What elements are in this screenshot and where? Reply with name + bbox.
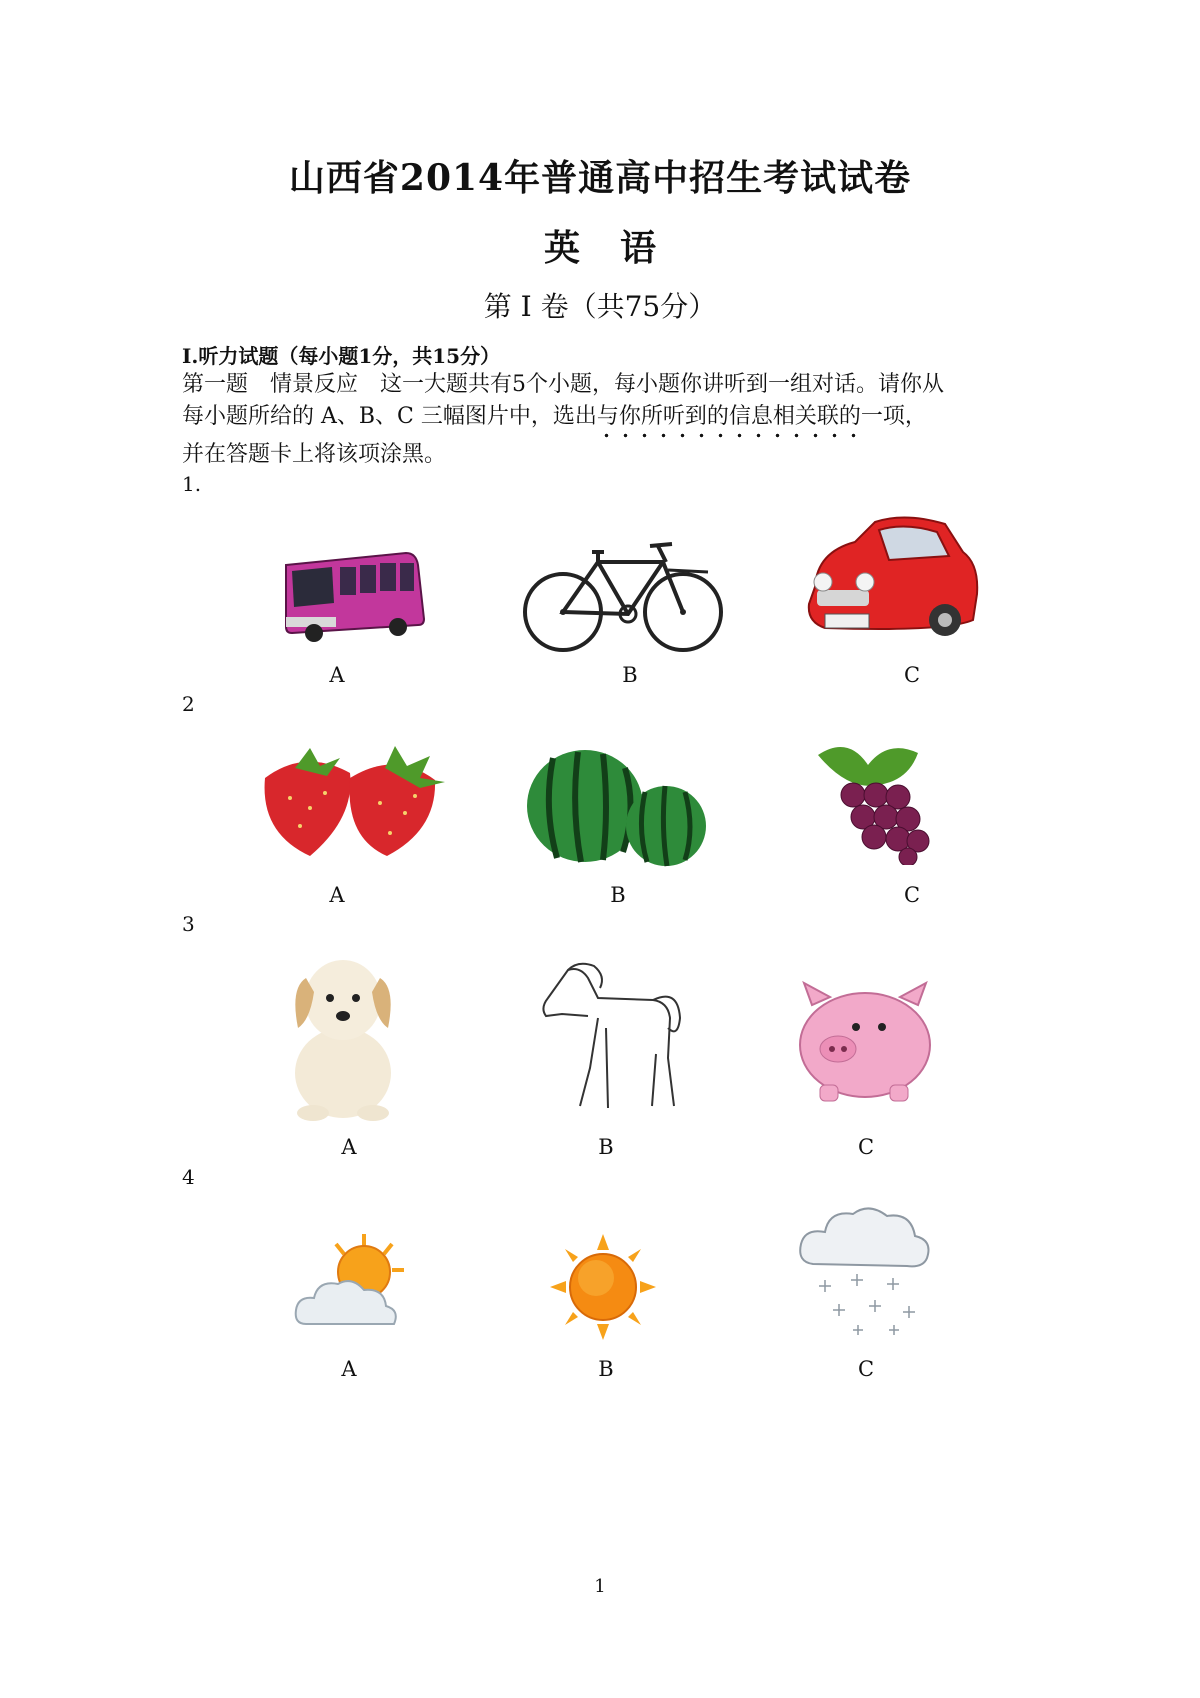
section-heading: I.听力试题（每小题1分，共15分） xyxy=(182,344,501,368)
option-label-3A: A xyxy=(341,1135,357,1159)
volume-heading: 第 I 卷（共75分） xyxy=(483,290,717,323)
option-label-3C: C xyxy=(857,1135,875,1159)
subject-char-2: 语 xyxy=(620,227,657,269)
snow-cloud-icon xyxy=(795,1200,935,1340)
option-label-4B: B xyxy=(598,1357,614,1381)
option-label-2C: C xyxy=(903,883,921,907)
watermelon-icon xyxy=(523,748,708,868)
bus-icon xyxy=(278,545,428,645)
exam-title: 山西省2014年普通高中招生考试试卷 xyxy=(288,157,912,199)
page-number: 1 xyxy=(594,1576,606,1597)
horse-icon xyxy=(528,958,688,1116)
option-label-1B: B xyxy=(622,663,638,687)
question-number-2: 2 xyxy=(182,692,195,716)
option-label-1C: C xyxy=(903,663,921,687)
grapes-icon xyxy=(808,735,948,865)
option-label-4C: C xyxy=(857,1357,875,1381)
emphasis-dotted-text: 与你所听到的信息相关联的 xyxy=(597,404,861,439)
option-label-2B: B xyxy=(610,883,626,907)
pig-icon xyxy=(790,975,940,1105)
sun-cloud-icon xyxy=(292,1230,412,1340)
option-label-2A: A xyxy=(329,883,345,907)
option-label-4A: A xyxy=(341,1357,357,1381)
instruction-line-3: 并在答题卡上将该项涂黑。 xyxy=(182,442,447,467)
instruction-line-1: 第一题 情景反应 这一大题共有5个小题，每小题你讲听到一组对话。请你从 xyxy=(182,372,944,397)
instruction-line-2 xyxy=(182,400,927,434)
dog-icon xyxy=(268,948,418,1123)
sun-icon xyxy=(548,1232,658,1342)
instruction-line-2-end: 一项， xyxy=(860,404,927,429)
question-number-1: 1. xyxy=(182,472,202,496)
subject-title xyxy=(0,220,1200,271)
bicycle-icon xyxy=(518,532,728,657)
option-label-1A: A xyxy=(329,663,345,687)
question-number-3: 3 xyxy=(182,912,195,936)
strawberry-icon xyxy=(255,738,450,863)
car-icon xyxy=(795,512,985,652)
instruction-line-2-start: 每小题所给的 A、B、C 三幅图片中，选出 xyxy=(182,404,597,429)
subject-char-1: 英 xyxy=(543,227,580,269)
option-label-3B: B xyxy=(598,1135,614,1159)
question-number-4: 4 xyxy=(182,1165,195,1189)
